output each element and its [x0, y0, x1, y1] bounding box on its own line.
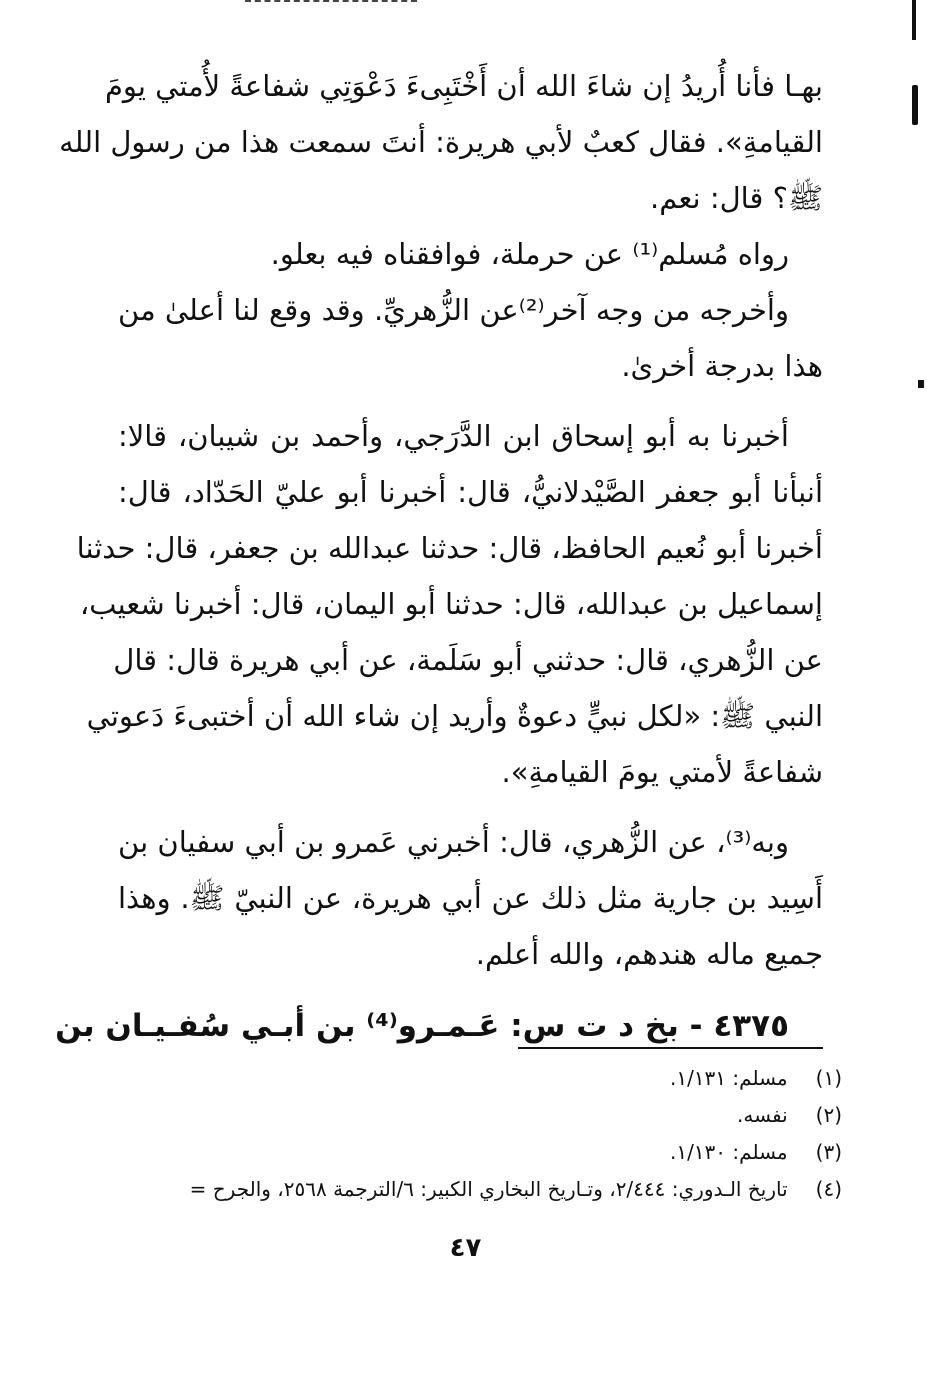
biography-heading: ٤٣٧٥ - بخ د ت س: عَـمـرو⁽⁴⁾ بن أبـي سُفـيـان بن	[55, 1008, 789, 1044]
text-line: شفاعةً لأمتي يومَ القيامةِ».	[501, 755, 823, 789]
paragraph-5	[118, 814, 823, 982]
text-line: وأخرجه من وجه آخر⁽²⁾عن الزُّهريِّ. وقد وقع لنا أعلىٰ من	[118, 293, 789, 327]
text-line: أخبرنا أبو نُعيم الحافظ، قال: حدثنا عبدالله بن جعفر، قال: حدثنا	[76, 531, 823, 565]
text-line: وبه⁽³⁾، عن الزُّهري، قال: أخبرني عَمرو بن أبي سفيان بن	[118, 825, 789, 859]
paragraph-4	[76, 408, 823, 800]
paragraph-2	[118, 226, 823, 282]
footnote-text: مسلم: ١/١٣١.	[669, 1066, 788, 1090]
scan-edge-mark	[912, 0, 916, 40]
paragraph-1	[59, 58, 823, 226]
scan-edge-mark	[918, 380, 924, 388]
text-line: أَسِيد بن جارية مثل ذلك عن أبي هريرة، عن النبيّ ﷺ. وهذا	[118, 881, 823, 915]
footnote-text: نفسه.	[737, 1103, 788, 1127]
footnote-number: (١)	[815, 1066, 842, 1090]
footnote-separator	[518, 1047, 823, 1049]
text-line: رواه مُسلم⁽¹⁾ عن حرملة، فوافقناه فيه بعلو.	[270, 237, 789, 271]
text-line: أنبأنا أبو جعفر الصَّيْدلانيُّ، قال: أخبرنا أبو عليّ الحَدّاد، قال:	[118, 475, 823, 509]
footnote-text: تاريخ الـدوري: ٢/٤٤٤، وتـاريخ البخاري الكبير: ٦/الترجمة ٢٥٦٨، والجرح =	[189, 1177, 788, 1201]
top-dashed-rule	[245, 0, 417, 2]
main-text	[55, 58, 823, 1056]
footnote-text: مسلم: ١/١٣٠.	[669, 1140, 788, 1164]
text-line: إسماعيل بن عبدالله، قال: حدثنا أبو اليمان، قال: أخبرنا شعيب،	[79, 587, 823, 621]
text-line: عن الزُّهري، قال: حدثني أبو سَلَمة، عن أبي هريرة قال: قال	[113, 643, 823, 677]
text-line: بهـا فأنا أُريدُ إن شاءَ الله أن أَخْتَبِىءَ دَعْوَتِي شفاعةً لأُمتي يومَ	[104, 69, 823, 103]
text-line: ﷺ؟ قال: نعم.	[650, 181, 823, 215]
paragraph-3	[118, 282, 823, 394]
footnotes	[100, 1060, 842, 1208]
text-line: هذا بدرجة أخرىٰ.	[621, 349, 823, 383]
footnote-number: (٤)	[815, 1177, 842, 1201]
text-line: القيامةِ». فقال كعبٌ لأبي هريرة: أنتَ سمعت هذا من رسول الله	[59, 125, 823, 159]
scan-edge-mark	[912, 85, 918, 125]
footnote	[100, 1060, 842, 1097]
footnote	[100, 1134, 842, 1171]
footnote-number: (٣)	[815, 1140, 842, 1164]
footnote	[100, 1171, 842, 1208]
text-line: جميع ماله هندهم، والله أعلم.	[475, 937, 823, 971]
footnote	[100, 1097, 842, 1134]
text-line: أخبرنا به أبو إسحاق ابن الدَّرَجي، وأحمد بن شيبان، قالا:	[118, 419, 789, 453]
text-line: النبي ﷺ: «لكل نبيٍّ دعوةٌ وأريد إن شاء الله أن أختبىءَ دَعوتي	[86, 699, 823, 733]
page-number: ٤٧	[449, 1233, 482, 1263]
footnote-number: (٢)	[815, 1103, 842, 1127]
